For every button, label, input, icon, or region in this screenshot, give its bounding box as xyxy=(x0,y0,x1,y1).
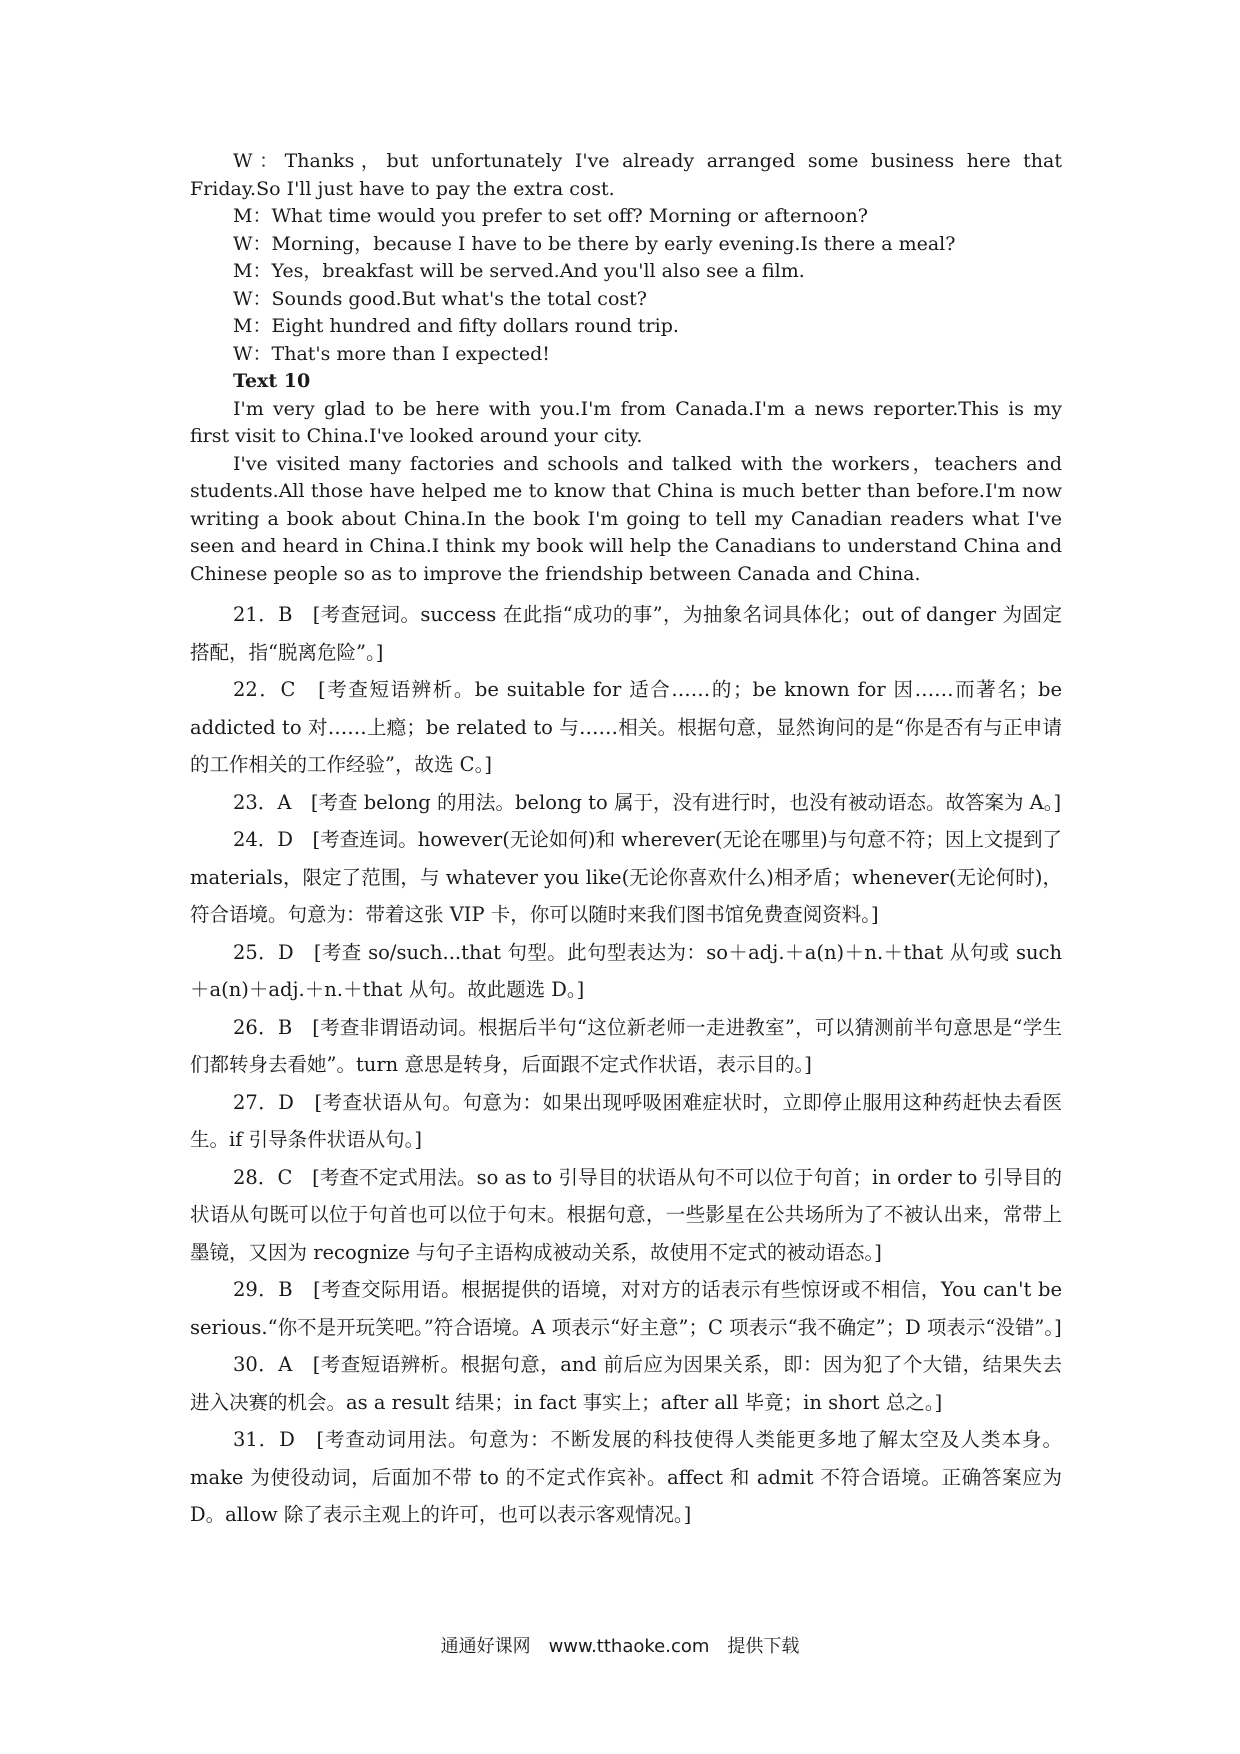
dialogue-line: W：That's more than I expected! xyxy=(233,342,550,365)
dialogue-line: W：Morning，because I have to be there by early evening.Is there a meal? xyxy=(233,232,956,255)
dialogue-line: M：Yes，breakfast will be served.And you'll also see a film. xyxy=(233,260,805,282)
answer-item: 26．B [考查非谓语动词。根据后半句“这位新老师一走进教室”，可以猜测前半句意思是“学生们都转身去看她”。turn 意思是转身，后面跟不定式作状语，表示目的。] xyxy=(190,1015,1062,1076)
dialogue-line: W：Thanks，but unfortunately I've already arranged some business here that Friday.So I'll just have to pay the extra cost. xyxy=(190,150,1062,200)
dialogue-section xyxy=(190,148,1062,368)
dialogue-line: M：Eight hundred and fifty dollars round trip. xyxy=(233,315,679,337)
text10-heading: Text 10 xyxy=(233,370,311,392)
text10-paragraph: I've visited many factories and schools and talked with the workers，teachers and students.All those have helped me to know that China is much better than before.I'm now writing a book about China.In the book I'm going to tell my Canadian readers what I've seen and heard in China.I think my book will help the Canadians to understand China and Chinese people so as to improve the friendship between Canada and China. xyxy=(190,452,1062,585)
answer-item: 21．B [考查冠词。success 在此指“成功的事”，为抽象名词具体化；out of danger 为固定搭配，指“脱离危险”。] xyxy=(190,603,1062,664)
text10-section xyxy=(190,368,1062,588)
answer-key-section xyxy=(190,596,1062,1534)
answer-item: 28．C [考查不定式用法。so as to 引导目的状语从句不可以位于句首；in order to 引导目的状语从句既可以位于句首也可以位于句末。根据句意，一些影星在公共场所为了不被认出来，常带上墨镜，又因为 recognize 与句子主语构成被动关系，故使用不定式的被动语态。] xyxy=(190,1165,1062,1264)
page-footer: 通通好课网 www.tthaoke.com 提供下载 xyxy=(440,1636,800,1657)
answer-item: 24．D [考查连词。however(无论如何)和 wherever(无论在哪里)与句意不符；因上文提到了 materials，限定了范围，与 whatever you like(无论你喜欢什么)相矛盾；whenever(无论何时)，符合语境。句意为：带着这张 VIP 卡，你可以随时来我们图书馆免费查阅资料。] xyxy=(190,828,1062,926)
answer-item: 31．D [考查动词用法。句意为：不断发展的科技使得人类能更多地了解太空及人类本身。make 为使役动词，后面加不带 to 的不定式作宾补。affect 和 admit 不符合语境。正确答案应为 D。allow 除了表示主观上的许可，也可以表示客观情况。] xyxy=(190,1428,1062,1526)
text10-paragraph: I'm very glad to be here with you.I'm from Canada.I'm a news reporter.This is my first visit to China.I've looked around your city. xyxy=(190,397,1062,447)
answer-item: 22．C [考查短语辨析。be suitable for 适合……的；be known for 因……而著名；be addicted to 对……上瘾；be related to 与……相关。根据句意，显然询问的是“你是否有与正申请的工作相关的工作经验”，故选 C。] xyxy=(190,678,1062,776)
answer-item: 27．D [考查状语从句。句意为：如果出现呼吸困难症状时，立即停止服用这种药赶快去看医生。if 引导条件状语从句。] xyxy=(190,1090,1062,1151)
answer-item: 30．A [考查短语辨析。根据句意，and 前后应为因果关系，即：因为犯了个大错，结果失去进入决赛的机会。as a result 结果；in fact 事实上；after all 毕竟；in short 总之。] xyxy=(190,1353,1062,1414)
answer-item: 25．D [考查 so/such...that 句型。此句型表达为：so＋adj.＋a(n)＋n.＋that 从句或 such＋a(n)＋adj.＋n.＋that 从句。故此题选 D。] xyxy=(190,940,1062,1001)
answer-item: 23．A [考查 belong 的用法。belong to 属于，没有进行时，也没有被动语态。故答案为 A。] xyxy=(233,790,1062,814)
document-page xyxy=(190,148,1062,1534)
dialogue-line: W：Sounds good.But what's the total cost? xyxy=(233,287,647,310)
answer-item: 29．B [考查交际用语。根据提供的语境，对对方的话表示有些惊讶或不相信，You can't be serious.“你不是开玩笑吧。”符合语境。A 项表示“好主意”；C 项表示“我不确定”；D 项表示“没错”。] xyxy=(190,1278,1062,1339)
dialogue-line: M：What time would you prefer to set off? Morning or afternoon? xyxy=(233,205,868,227)
